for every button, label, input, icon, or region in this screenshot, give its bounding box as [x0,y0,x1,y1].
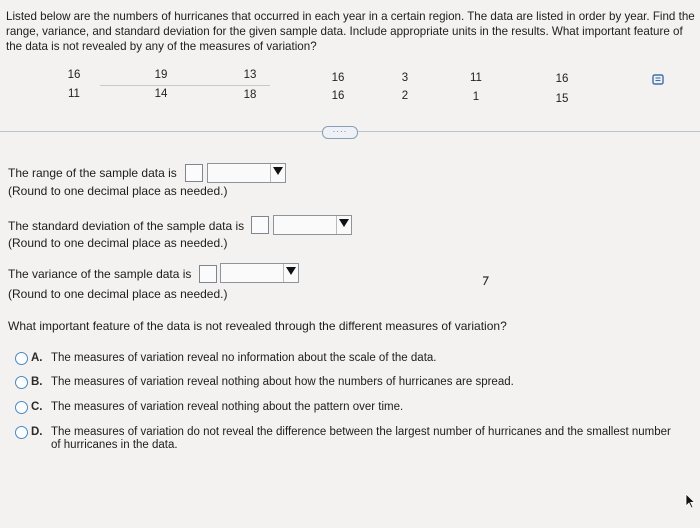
data-cell: 11 [470,72,482,84]
option-letter: B. [31,376,43,388]
option-d[interactable] [15,426,695,454]
option-a[interactable] [15,352,695,366]
data-cell: 16 [555,73,569,85]
data-cell: 13 [243,69,257,81]
option-text: The measures of variation reveal nothing about how the numbers of hurricanes are spread. [51,376,514,388]
std-dev-hint: (Round to one decimal place as needed.) [8,236,228,250]
mouse-pointer-icon [683,493,697,509]
option-text: The measures of variation reveal no information about the scale of the data. [51,352,437,364]
chevron-down-icon [339,219,349,227]
data-cell: 2 [401,90,409,102]
radio-button[interactable] [15,401,28,414]
option-letter: C. [31,401,43,413]
std-dev-input[interactable] [251,216,269,234]
variance-input[interactable] [199,265,217,283]
range-input[interactable] [185,164,203,182]
data-cell: 15 [555,93,569,105]
data-cell: 19 [154,69,168,81]
range-hint: (Round to one decimal place as needed.) [8,184,228,198]
chevron-down-icon [286,267,296,275]
variance-units-dropdown[interactable] [220,263,299,283]
std-dev-label: The standard deviation of the sample data is [8,219,245,233]
data-cell: 11 [68,88,80,100]
option-b[interactable] [15,376,695,390]
option-c[interactable] [15,401,695,415]
dropdown-arrow [336,216,351,234]
data-cell: 18 [243,89,257,101]
question-text: Listed below are the numbers of hurricanes that occurred in each year in a certain region. The data are listed in order by year. Find the range, variance, and standard deviation for the given sample data. Include appropriate units in the results. What important feature of the data is not revealed by any of the measures of variation? [6,10,695,53]
data-cell: 3 [401,72,409,84]
chevron-down-icon [273,167,283,175]
option-text: The measures of variation reveal nothing about the pattern over time. [51,401,404,413]
option-letter: D. [31,426,43,438]
option-text: The measures of variation do not reveal the difference between the largest number of hurricanes and the smallest number of hurricanes in the data. [51,426,671,451]
radio-button[interactable] [15,352,28,365]
std-dev-units-dropdown[interactable] [273,215,352,235]
data-cell: 16 [331,90,345,102]
dropdown-arrow [283,264,298,282]
dropdown-arrow [270,164,285,182]
copy-data-icon[interactable] [652,74,664,85]
more-button[interactable]: ···· [322,126,358,139]
variance-hint: (Round to one decimal place as needed.) [8,287,228,301]
prompt-text: What important feature of the data is not revealed through the different measures of variation? [8,319,507,333]
text-cursor-icon [481,276,489,286]
range-label: The range of the sample data is [8,166,177,180]
range-units-dropdown[interactable] [207,163,286,183]
table-divider [100,85,270,86]
variance-label: The variance of the sample data is [8,267,192,281]
data-table [0,0,700,120]
radio-button[interactable] [15,426,28,439]
data-cell: 14 [154,88,168,100]
data-cell: 1 [472,91,480,103]
data-cell: 16 [67,69,81,81]
option-letter: A. [31,352,43,364]
data-cell: 16 [331,72,345,84]
radio-button[interactable] [15,376,28,389]
